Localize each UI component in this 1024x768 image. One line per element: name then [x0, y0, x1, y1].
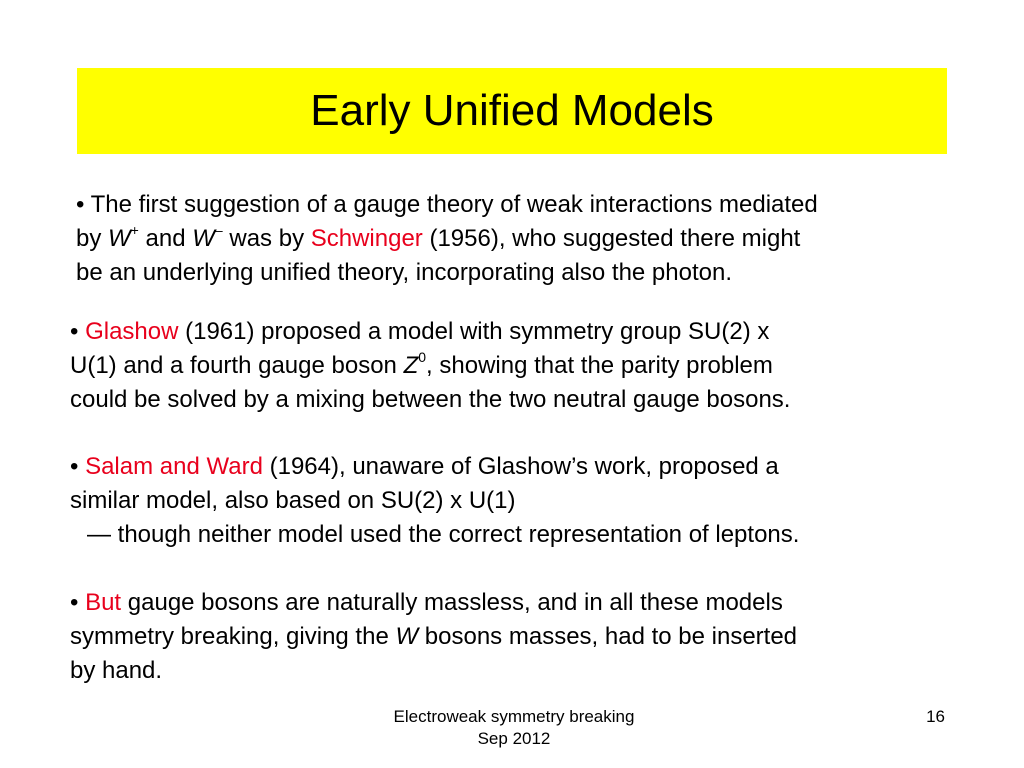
paragraph-3-line-3: — though neither model used the correct representation of leptons. [87, 521, 800, 548]
w-boson-symbol: W [395, 623, 419, 650]
page-number: 16 [926, 707, 945, 726]
w-boson-symbol: W [108, 225, 131, 252]
bullet: • [70, 589, 79, 616]
paragraph-3-line-2: similar model, also based on SU(2) x U(1) [70, 487, 516, 514]
paragraph-4-text: gauge bosons are naturally massless, and in all these models [121, 589, 783, 616]
paragraph-4-line-1 [70, 586, 797, 620]
bullet: • [76, 191, 85, 218]
footer-title: Electroweak symmetry breaking [393, 707, 635, 726]
paragraph-1-line-3: be an underlying unified theory, incorporating also the photon. [76, 259, 733, 286]
z-boson-symbol: Z [403, 352, 419, 379]
bullet-paragraph-1 [76, 188, 818, 290]
but-word: But [85, 589, 122, 616]
paragraph-1-line-1 [76, 188, 818, 222]
paragraph-1-text: The first suggestion of a gauge theory of weak interactions mediated [90, 191, 818, 218]
paragraph-4-line-2 [70, 620, 797, 654]
text-and: and [138, 225, 193, 252]
paragraph-3-line-1 [70, 450, 799, 484]
bullet-paragraph-4 [70, 586, 797, 688]
paragraph-4-text: bosons masses, had to be inserted [418, 623, 798, 650]
minus-superscript: – [214, 222, 223, 238]
paragraph-2-text: , showing that the parity problem [426, 352, 773, 379]
paragraph-1-text: (1956), who suggested there might [422, 225, 801, 252]
zero-superscript: 0 [418, 349, 427, 365]
schwinger-name: Schwinger [310, 225, 423, 252]
text-was-by: was by [222, 225, 311, 252]
bullet-paragraph-2 [70, 315, 790, 417]
w-boson-symbol: W [192, 225, 215, 252]
salam-ward-names: Salam and Ward [85, 453, 263, 480]
title-banner [77, 68, 947, 154]
plus-superscript: + [130, 222, 139, 238]
paragraph-2-text: (1961) proposed a model with symmetry group SU(2) x [178, 318, 770, 345]
paragraph-4-text: symmetry breaking, giving the [70, 623, 396, 650]
text-by: by [76, 225, 109, 252]
slide-title: Early Unified Models [310, 86, 714, 135]
paragraph-2-line-2 [70, 349, 790, 383]
footer-caption [344, 706, 684, 750]
footer-date: Sep 2012 [477, 729, 551, 748]
bullet-paragraph-3 [70, 450, 799, 552]
bullet: • [70, 318, 79, 345]
paragraph-4-line-3: by hand. [70, 657, 163, 684]
paragraph-1-line-2 [76, 222, 818, 256]
glashow-name: Glashow [85, 318, 179, 345]
paragraph-3-text: (1964), unaware of Glashow’s work, proposed a [262, 453, 779, 480]
paragraph-2-text: U(1) and a fourth gauge boson [70, 352, 404, 379]
paragraph-2-line-1 [70, 315, 790, 349]
bullet: • [70, 453, 79, 480]
paragraph-2-line-3: could be solved by a mixing between the two neutral gauge bosons. [70, 386, 791, 413]
